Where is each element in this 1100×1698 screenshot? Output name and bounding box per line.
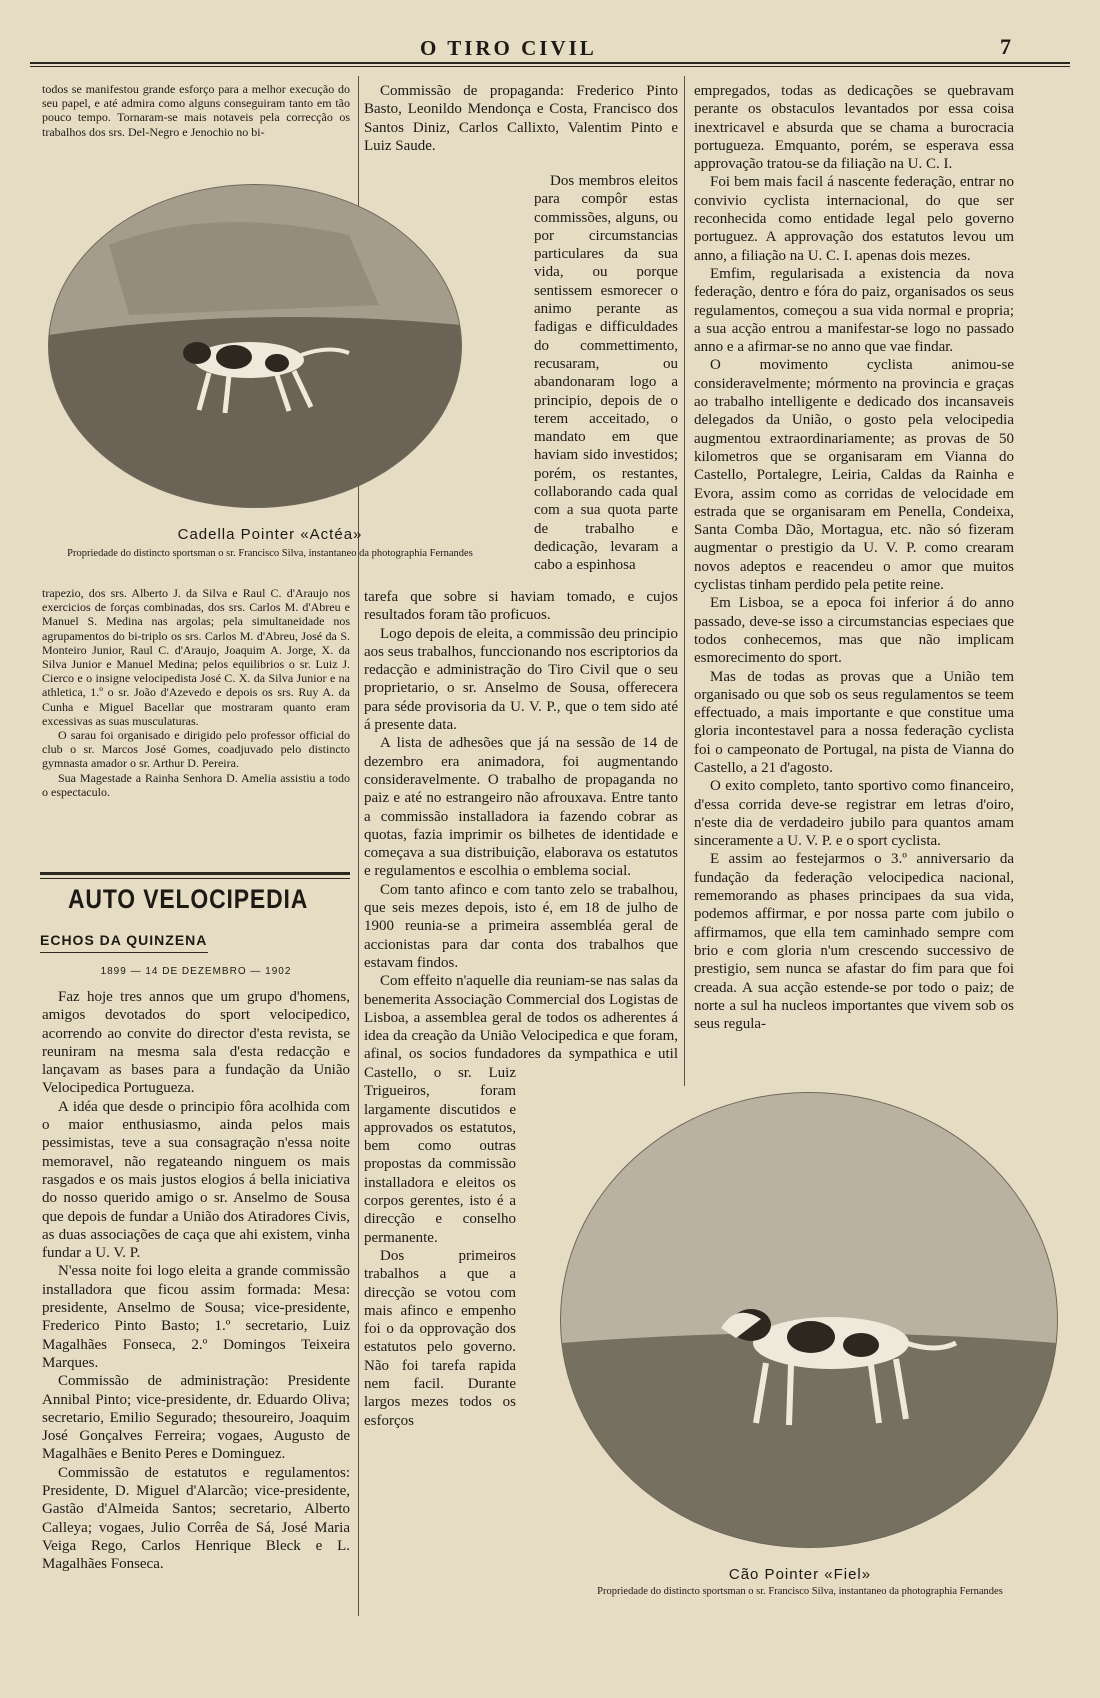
paragraph: O sarau foi organisado e dirigido pelo professor official do club o sr. Marcos José Gomes, coadjuvado pelo distincto gymnasta amador o sr. Arthur D. Pereira. <box>42 728 350 771</box>
paragraph: Em Lisboa, se a epoca foi inferior á do anno passado, deve-se isso a circumstancias especiaes que todos conhecemos, mas que não implicam esmorecimento do sport. <box>694 595 1014 667</box>
column-1-middle <box>42 586 350 862</box>
paragraph: Foi bem mais facil á nascente federação, entrar no convivio cyclista internacional, do que ser reconhecida como entidade legal pelo governo portuguez. A approvação dos estatutos levou um anno, a filiação na U. C. I. apenas dois mezes. <box>694 174 1014 264</box>
paragraph: Dos membros eleitos para compôr estas commissões, alguns, ou por circumstancias particulares da sua vida, ou porque sentissem esmorecer o animo perante as fadigas e difficuldades do commettimento, recusaram, ou abandonaram logo a principio, depois de o terem acceitado, o mandato em que haviam sido investidos; porém, os restantes, collaborando cada qual com a sua quota parte de trabalho e dedicação, levaram a cabo a espinhosa <box>534 173 678 574</box>
section-rule-thin <box>40 878 350 879</box>
paragraph: Dos primeiros trabalhos a que a direcção se votou com mais afinco e empenho foi o da opprovação dos estatutos pelo governo. Não foi tarefa rapida nem facil. Durante largos mezes todos os esforços <box>364 1247 516 1429</box>
header-rule <box>30 62 1070 64</box>
section-subtitle: ECHOS DA QUINZENA <box>40 932 208 948</box>
paragraph: A lista de adhesões que já na sessão de 14 de dezembro era animadora, foi augmentando consideravelmente. O trabalho de propaganda no paiz e até no estrangeiro não afrouxava. Entre tanto a commissão installadora ia fazendo cobrar as quotas, fazia imprimir os bilhetes de identidade e começava a sua distribuição, elaborava os estatutos e regulamentos e escolhia o emblema social. <box>364 735 678 880</box>
section-title: AUTO VELOCIPEDIA <box>68 884 309 914</box>
column-2-top <box>364 82 678 170</box>
paragraph: Com tanto afinco e com tanto zelo se trabalhou, que seis mezes depois, isto é, em 18 de julho de 1900 reunia-se a primeira assembléa geral de accionistas para dar conta dos trabalhos que estavam findos. <box>364 881 678 971</box>
dog-illustration-icon <box>49 185 461 507</box>
paragraph: tarefa que sobre si haviam tomado, e cujos resultados foram tão proficuos. <box>364 589 678 624</box>
paragraph: empregados, todas as dedicações se quebravam perante os obstaculos levantados por essa coisa inextricavel e absurda que se chama a burocracia portugueza. Emquanto, porém, se esperava essa approvação tratou-se da filiação na U. C. I. <box>694 83 1014 173</box>
paragraph: N'essa noite foi logo eleita a grande commissão installadora que ficou assim formada: Mesa: presidente, Anselmo de Sousa; vice-presidente, Frederico Pinto Basto; 1.º secretario, Luiz Magalhães Fonseca, 2.º Domingos Teixeira Marques. <box>42 1263 350 1371</box>
column-3 <box>694 82 1014 1082</box>
paragraph: Sua Magestade a Rainha Senhora D. Amelia assistiu a todo o espectaculo. <box>42 770 350 799</box>
photo-2-title: Cão Pointer «Fiel» <box>728 1566 872 1583</box>
photo-1-caption: Propriedade do distincto sportsman o sr. Francisco Silva, instantaneo da photographia Fernandes <box>67 548 473 559</box>
photo-fiel <box>560 1092 1058 1548</box>
paragraph: Castello, o sr. Luiz Trigueiros, foram largamente discutidos e approvados os estatutos, bem como outras propostas da commissão installadora e eleitos os corpos gerentes, isto é a direcção e conselho permanente. <box>364 1065 516 1246</box>
section-date: 1899 — 14 DE DEZEMBRO — 1902 <box>100 966 292 977</box>
paragraph: Commissão de administração: Presidente Annibal Pinto; vice-presidente, dr. Eduardo Oliva; secretario, Emilio Segurado; thesoureiro, Joaquim José Gonçalves Ferreira; vogaes, Augusto de Magalhães e Benito Peres e Dominguez. <box>42 1373 350 1463</box>
column-2-narrow <box>534 172 678 588</box>
paragraph: Emfim, regularisada a existencia da nova federação, dentro e fóra do paiz, organisados os seus regulamentos, começou a sua vida normal e propria; a sua acção entrou a manifestar-se logo no passado anno e a afirmar-se no anno que vae findar. <box>694 265 1014 356</box>
dog-illustration-icon <box>561 1093 1057 1547</box>
paragraph: E assim ao festejarmos o 3.º anniversario da fundação da federação velocipedica nacional, rememorando as phases principaes da sua vida, podemos affirmar, e por nossa parte com jubilo o affirmamos, que ella tem caminhado sempre com brio e com gloria n'um crescendo successivo de prestigio, sem nunca se afastar do fim para que foi creada. A sua acção estende-se por todo o paiz; de norte a sul ha nucleos importantes que vivem sob os seus regula- <box>694 851 1014 1033</box>
paragraph: O exito completo, tanto sportivo como financeiro, d'essa corrida deve-se registrar em letras d'oiro, n'este dia de verdadeiro jubilo para quantos amam sinceramente a U. V. P. e o sport cyclista. <box>694 778 1014 850</box>
paragraph: todos se manifestou grande esforço para a melhor execução do seu papel, e até admira como alguns conseguiram tanto em tão pouco tempo. Tornaram-se mais notaveis pela correcção os trabalhos dos srs. Del-Negro e Jenochio no bi- <box>42 82 350 139</box>
photo-1-title: Cadella Pointer «Actéa» <box>177 526 363 543</box>
paragraph: A idéa que desde o principio fôra acolhida com o maior enthusiasmo, ainda pelos mais pessimistas, teve a sua consagração n'essa noite memoravel, não regateando ninguem os mais rasgados e os mais justos elogios á bella iniciativa do nosso querido amigo o sr. Anselmo de Sousa que depois de fundar a União dos Atiradores Civis, as duas associações de caça que ahi existem, vinha fundar a U. V. P. <box>42 1098 350 1262</box>
paragraph: Faz hoje tres annos que um grupo d'homens, amigos devotados do sport velocipedico, acorrendo ao convite do director d'esta revista, se reuniram na mesma sala d'esta redacção e lançavam as bases para a fundação da União Velocipedica Portugueza. <box>42 989 350 1097</box>
column-1-top <box>42 82 350 168</box>
column-2-bottom <box>364 1064 516 1624</box>
photo-actea <box>48 184 462 508</box>
header-rule-thin <box>30 66 1070 67</box>
column-separator <box>684 76 685 1086</box>
column-2-middle <box>364 588 678 1062</box>
paragraph: Com effeito n'aquelle dia reuniam-se nas salas da benemerita Associação Commercial dos Logistas de Lisboa, a assemblea geral de todos os adherentes á idea da creação da União Velocipedica e que foram, afinal, os socios fundadores da sympathica e util <box>364 973 678 1062</box>
subtitle-underline <box>40 952 208 953</box>
page-number: 7 <box>1000 34 1014 59</box>
paragraph: Commissão de propaganda: Frederico Pinto Basto, Leonildo Mendonça e Costa, Francisco dos Santos Diniz, Carlos Callixto, Valentim Pinto e Luiz Saude. <box>364 83 678 154</box>
paragraph: Logo depois de eleita, a commissão deu principio aos seus trabalhos, funccionando nos escriptorios da redacção e administração do Tiro Civil que o seu proprietario, o sr. Anselmo de Sousa, offerecera para séde provisoria da U. V. P., que o tem sido até á presente data. <box>364 625 678 734</box>
paragraph: trapezio, dos srs. Alberto J. da Silva e Raul C. d'Araujo nos exercicios de forças combinadas, dos srs. Carlos M. d'Abreu e Manuel S. Medina nas argolas; pela simultaneidade nos agrupamentos do bi-triplo os srs. Carlos M. d'Abreu, José da S. Monteiro Junior, Raul C. d'Araujo, Joaquim A. Jorge, X. da Silva Junior e Manuel Medina; pelos equilibrios o sr. Luiz J. Cierco e o insigne velocipedista José C. X. da Silva Junior e na athletica, 1.º o sr. João d'Azevedo e depois os srs. Ruy A. da Cunha e Miguel Bacellar que mostraram quanto eram excessivas as suas musculaturas. <box>42 586 350 728</box>
column-1-bottom <box>42 988 350 1624</box>
section-rule <box>40 872 350 875</box>
photo-2-caption: Propriedade do distincto sportsman o sr. Francisco Silva, instantaneo da photographia Fernandes <box>597 1586 1003 1597</box>
paragraph: O movimento cyclista animou-se consideravelmente; mórmento na provincia e graças ao trabalho intelligente e dedicado dos incansaveis delegados da União, o gosto pela velocipedia augmentou extraordinariamente; as provas de 50 kilometros que se organisaram em Vianna do Castello, Portalegre, Leiria, Caldas da Rainha e Evora, assim como as corridas de velocidade em estrada que se organisaram em Penella, Condeixa, Santa Comba Dão, Mortagua, etc. não só fizeram augmentar o prestigio da U. V. P. como crearam novos adeptos e reacendeu o amor que muitos cyclistas tinham perdido pela petite reine. <box>694 357 1014 594</box>
paragraph: Mas de todas as provas que a União tem organisado ou que sob os seus regulamentos se teem effectuado, a mais importante e que constitue uma gloria incontestavel para a nossa federação cyclista foi o campeonato de Portugal, na pista de Vianna do Castello, a 21 d'agosto. <box>694 668 1014 776</box>
paragraph: Commissão de estatutos e regulamentos: Presidente, D. Miguel d'Alarcão; vice-presidente, Gastão d'Almeida Santos; secretario, Alberto Calleya; vogaes, Julio Corrêa de Sá, José Maria Veiga Rego, Carlos Henrique Bleck e L. Magalhães Fonseca. <box>42 1464 350 1573</box>
running-title: O TIRO CIVIL <box>420 36 597 60</box>
